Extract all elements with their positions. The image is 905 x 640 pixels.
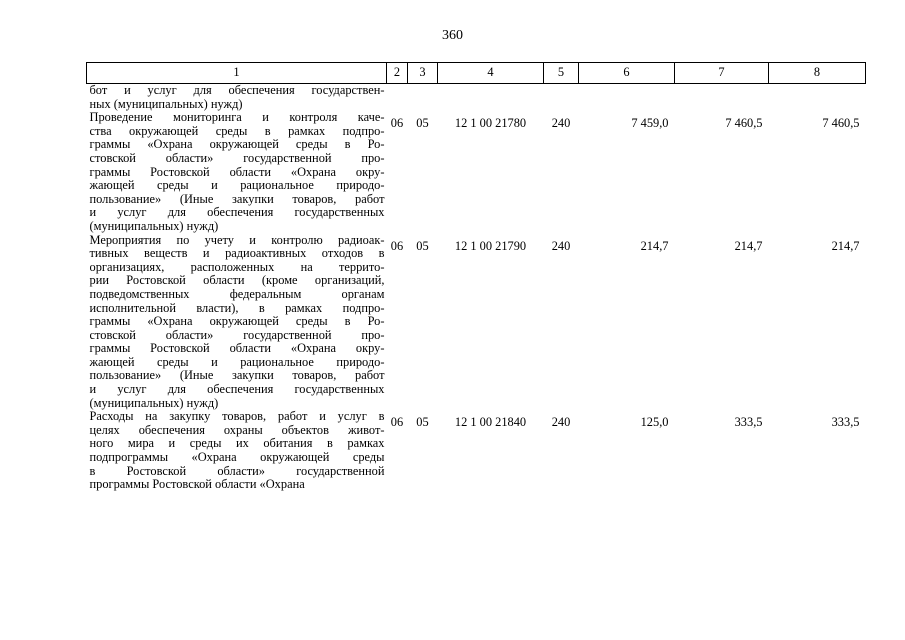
description-line: граммы Ростовской области «Охрана окру- — [89, 164, 385, 179]
table-row — [87, 234, 866, 411]
section-code: 06 — [390, 238, 404, 253]
header-col-4: 4 — [438, 63, 544, 84]
amount-year-2: 7 460,5 — [725, 116, 763, 131]
table-header-row — [87, 63, 866, 84]
description-line: рии Ростовской области (кроме организаций, — [89, 273, 385, 288]
description-line: жающей среды и рациональное природо- — [89, 178, 385, 193]
target-article-code: 12 1 00 21840 — [454, 415, 527, 430]
description-line: тивных веществ и радиоактивных отходов в — [89, 246, 385, 261]
header-col-5: 5 — [544, 63, 579, 84]
description-line: ства окружающей среды в рамках подпро- — [89, 123, 385, 138]
amount-year-2: 333,5 — [734, 415, 763, 430]
target-article-code: 12 1 00 21790 — [454, 238, 527, 253]
description-line: программы Ростовской области «Охрана — [89, 477, 305, 492]
amount-year-2: 214,7 — [734, 238, 763, 253]
description-line: жающей среды и рациональное природо- — [89, 354, 385, 369]
amount-year-1: 7 459,0 — [631, 116, 669, 131]
row-description — [87, 111, 387, 233]
amount-year-3: 333,5 — [831, 415, 860, 430]
row-description — [87, 410, 387, 492]
description-line: целях обеспечения охраны объектов живот- — [89, 422, 385, 437]
subsection-code: 05 — [416, 116, 429, 131]
amount-year-3: 214,7 — [831, 238, 860, 253]
description-line: и услуг для обеспечения государственных — [89, 205, 385, 220]
section-code: 06 — [390, 116, 404, 131]
description-line: (муниципальных) нужд) — [89, 218, 219, 233]
expense-type-code: 240 — [551, 238, 571, 253]
table-row — [87, 111, 866, 233]
description-line: бот и услуг для обеспечения государствен- — [89, 83, 385, 97]
description-line: (муниципальных) нужд) — [89, 395, 219, 410]
description-line: граммы «Охрана окружающей среды в Ро- — [89, 137, 385, 152]
amount-year-3: 7 460,5 — [822, 116, 860, 131]
description-line: пользование» (Иные закупки товаров, работ — [89, 368, 385, 383]
description-line: организациях, расположенных на террито- — [89, 259, 385, 274]
table-row — [87, 410, 866, 492]
description-line: подпрограммы «Охрана окружающей среды — [89, 450, 385, 465]
description-line: стовской области» государственной про- — [89, 327, 385, 342]
subsection-code: 05 — [416, 238, 429, 253]
amount-year-1: 214,7 — [640, 238, 669, 253]
description-line: и услуг для обеспечения государственных — [89, 382, 385, 397]
header-col-7: 7 — [675, 63, 769, 84]
subsection-code: 05 — [416, 415, 429, 430]
row-description — [87, 234, 387, 411]
header-col-6: 6 — [579, 63, 675, 84]
description-line: ного мира и среды их обитания в рамках — [89, 436, 385, 451]
description-line: исполнительной власти), в рамках подпро- — [89, 300, 385, 315]
amount-year-1: 125,0 — [640, 415, 669, 430]
target-article-code: 12 1 00 21780 — [454, 116, 527, 131]
page-number: 360 — [442, 28, 463, 43]
description-line: подведомственных федеральным органам — [89, 286, 385, 301]
expense-type-code: 240 — [551, 116, 571, 131]
description-line: ных (муниципальных) нужд) — [89, 96, 243, 111]
expense-type-code: 240 — [551, 415, 571, 430]
header-col-8: 8 — [769, 63, 866, 84]
description-line: стовской области» государственной про- — [89, 150, 385, 165]
header-col-2: 2 — [387, 63, 408, 84]
table-row-continuation — [87, 84, 866, 112]
row-description — [87, 84, 387, 112]
description-line: пользование» (Иные закупки товаров, работ — [89, 191, 385, 206]
section-code: 06 — [390, 415, 404, 430]
description-line: граммы «Охрана окружающей среды в Ро- — [89, 314, 385, 329]
header-col-1: 1 — [87, 63, 387, 84]
description-line: Мероприятия по учету и контролю радиоак- — [89, 232, 385, 247]
header-col-3: 3 — [408, 63, 438, 84]
description-line: граммы Ростовской области «Охрана окру- — [89, 341, 385, 356]
description-line: Проведение мониторинга и контроля каче- — [89, 110, 385, 125]
description-line: в Ростовской области» государственной — [89, 463, 385, 478]
budget-table — [86, 62, 866, 492]
description-line: Расходы на закупку товаров, работ и услуг в — [89, 409, 385, 424]
